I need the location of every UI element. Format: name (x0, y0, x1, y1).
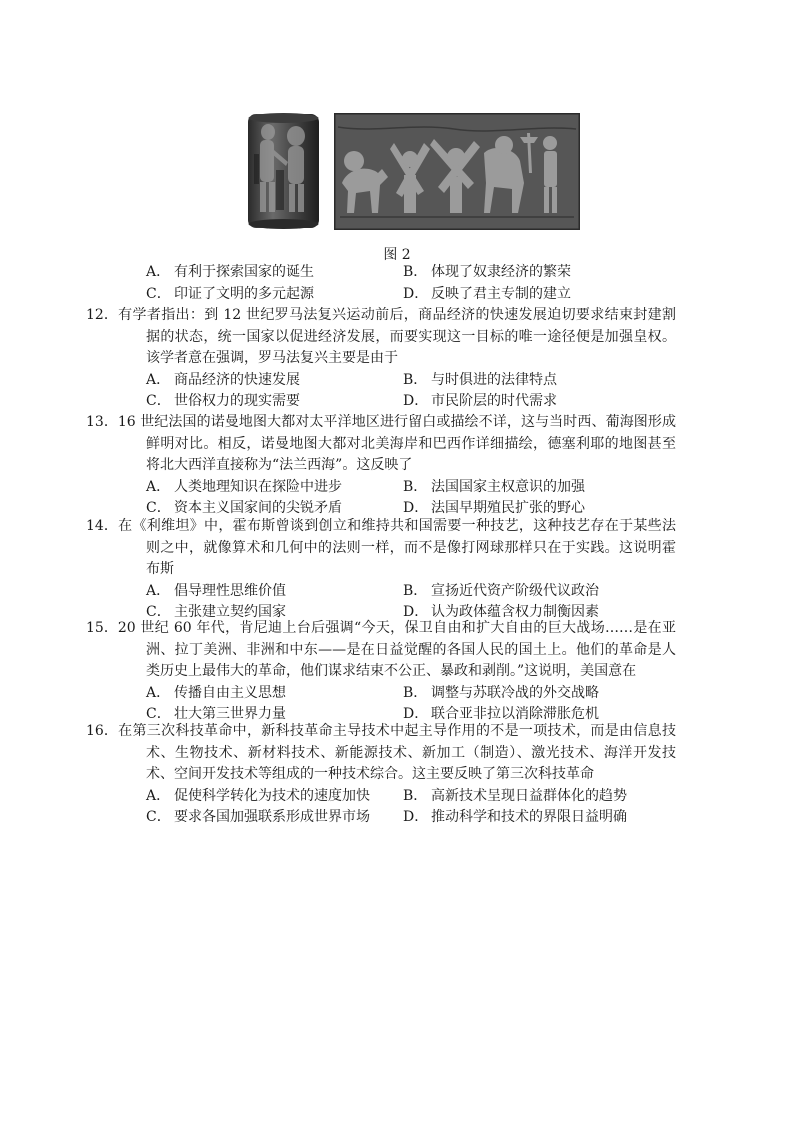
question-13 (86, 412, 676, 520)
q12-option-b[interactable]: B． 与时俱进的法律特点 (403, 371, 557, 388)
question-11 (116, 262, 676, 305)
q14-option-b[interactable]: B． 宣扬近代资产阶级代议政治 (403, 582, 599, 599)
q15-option-d[interactable]: D． 联合亚非拉以消除滞胀危机 (403, 706, 599, 722)
q16-stem: 16．在第三次科技革命中，新科技革命主导技术中起主导作用的不是一项技术，而是由信息技术、生物技术、新材料技术、新能源技术、新加工（制造）、激光技术、海洋开发技术、空间开发技术等组成的一种技术综合。这主要反映了第三次科技革命 (86, 723, 676, 782)
q12-option-a[interactable]: A． 商品经济的快速发展 (146, 371, 300, 388)
q14-option-c[interactable]: C． 主张建立契约国家 (146, 604, 286, 620)
q12-stem: 12．有学者指出：到 12 世纪罗马法复兴运动前后，商品经济的快速发展迫切要求结束封建割据的状态，统一国家以促进经济发展，而要实现这一目标的唯一途径便是加强皇权。该学者意在强调，罗马法复兴主要是由于 (86, 307, 676, 366)
q16-option-c[interactable]: C． 要求各国加强联系形成世界市场 (146, 809, 370, 825)
q12-options (116, 370, 676, 413)
q14-option-a[interactable]: A． 倡导理性思维价值 (146, 582, 286, 599)
q14-stem: 14．在《利维坦》中，霍布斯曾谈到创立和维持共和国需要一种技艺，这种技艺存在于某些法则之中，就像算术和几何中的法则一样，而不是像打网球那样只在于实践。这说明霍布斯 (86, 518, 676, 577)
q12-option-c[interactable]: C． 世俗权力的现实需要 (146, 393, 300, 409)
q13-option-a[interactable]: A． 人类地理知识在探险中进步 (146, 478, 342, 495)
q15-stem: 15．20 世纪 60 年代，肯尼迪上台后强调“今天，保卫自由和扩大自由的巨大战场……是在亚洲、拉丁美洲、非洲和中东——是在日益觉醒的各国人民的国土上。他们的革命是人类历史上最伟大的革命，他们谋求结束不公正、暴政和剥削。”这说明，美国意在 (86, 620, 676, 679)
q11-option-a[interactable]: A． 有利于探索国家的诞生 (146, 264, 314, 280)
question-14 (86, 516, 676, 624)
q15-option-a[interactable]: A． 传播自由主义思想 (146, 684, 286, 701)
q11-option-b[interactable]: B． 体现了奴隶经济的繁荣 (403, 264, 571, 280)
q16-option-a[interactable]: A． 促使科学转化为技术的速度加快 (146, 787, 370, 804)
cylinder-seal-image (246, 110, 321, 232)
q11-option-d[interactable]: D． 反映了君主专制的建立 (403, 285, 571, 302)
q15-options (116, 683, 676, 726)
question-15 (86, 618, 676, 726)
q12-option-d[interactable]: D． 市民阶层的时代需求 (403, 393, 557, 409)
q16-options (116, 786, 676, 829)
question-16 (86, 721, 676, 829)
q16-option-b[interactable]: B． 高新技术呈现日益群体化的趋势 (403, 787, 627, 804)
q11-option-c[interactable]: C． 印证了文明的多元起源 (146, 285, 314, 302)
q13-stem: 13．16 世纪法国的诺曼地图大都对太平洋地区进行留白或描绘不详，这与当时西、葡海图形成鲜明对比。相反，诺曼地图大都对北美海岸和巴西作详细描绘，德塞利耶的地图甚至将北大西洋直接称为“法兰西海”。这反映了 (86, 414, 676, 473)
seal-impression-image (334, 113, 580, 230)
q14-option-d[interactable]: D． 认为政体蕴含权力制衡因素 (403, 604, 599, 620)
q13-options (116, 477, 676, 520)
q16-option-d[interactable]: D． 推动科学和技术的界限日益明确 (403, 809, 627, 825)
q15-option-b[interactable]: B． 调整与苏联冷战的外交战略 (403, 684, 599, 701)
figure-caption: 图 2 (383, 247, 411, 263)
question-12 (86, 305, 676, 413)
q13-option-d[interactable]: D． 法国早期殖民扩张的野心 (403, 500, 585, 516)
q13-option-c[interactable]: C． 资本主义国家间的尖锐矛盾 (146, 500, 342, 516)
q13-option-b[interactable]: B． 法国国家主权意识的加强 (403, 478, 585, 495)
q11-options (116, 262, 676, 305)
q15-option-c[interactable]: C． 壮大第三世界力量 (146, 706, 286, 722)
figure-2 (246, 110, 580, 232)
